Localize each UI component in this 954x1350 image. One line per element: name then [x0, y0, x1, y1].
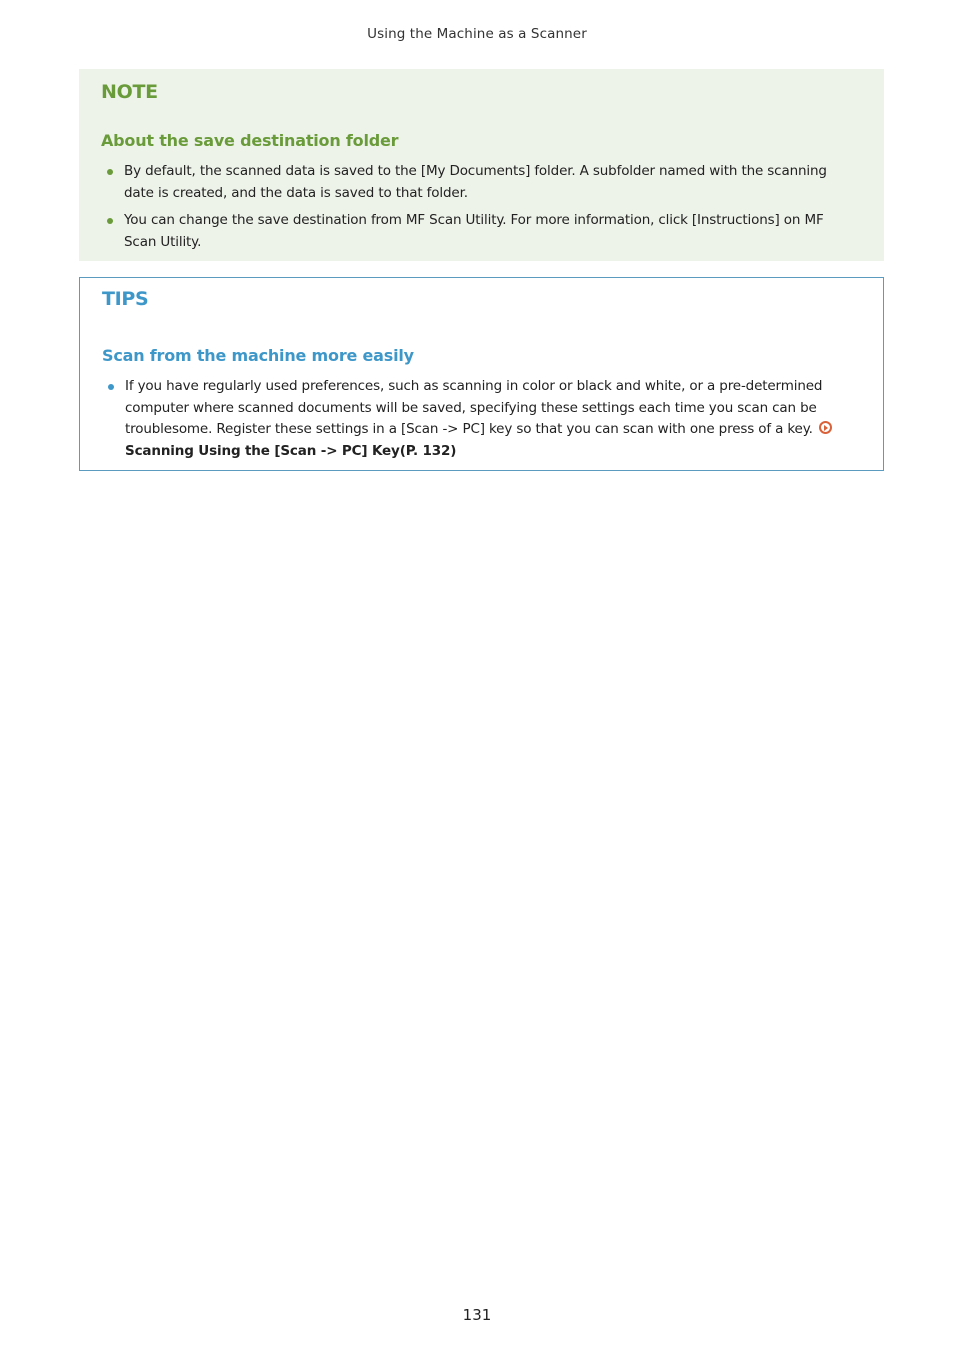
- scan-to-pc-key-link[interactable]: Scanning Using the [Scan -> PC] Key(P. 132): [125, 442, 457, 459]
- list-item-text: By default, the scanned data is saved to the [My Documents] folder. A subfolder named with the scanning date is created, and the data is saved to that folder.: [124, 163, 827, 201]
- tips-item-text: If you have regularly used preferences, such as scanning in color or black and white, or a pre-determined computer where scanned documents will be saved, specifying these settings each time you scan can be troublesome. Register these settings in a [Scan -> PC] key so that you can scan with one press of a key.: [125, 378, 823, 437]
- tips-box: [79, 277, 884, 471]
- note-heading: About the save destination folder: [101, 131, 399, 150]
- tips-heading: Scan from the machine more easily: [102, 346, 414, 365]
- bullet-dot-icon: [107, 169, 113, 175]
- list-item: [105, 161, 855, 204]
- circle-arrow-right-icon[interactable]: [819, 421, 832, 434]
- list-item: [106, 376, 856, 462]
- note-bullet-list: [105, 161, 855, 259]
- page-number: 131: [462, 1306, 492, 1324]
- list-item-text: You can change the save destination from MF Scan Utility. For more information, click [Instructions] on MF Scan Utility.: [124, 212, 824, 250]
- tips-label: TIPS: [102, 288, 149, 310]
- note-label: NOTE: [101, 81, 158, 103]
- bullet-dot-icon: [108, 384, 114, 390]
- bullet-dot-icon: [107, 218, 113, 224]
- list-item: [105, 210, 855, 253]
- note-box: [79, 69, 884, 261]
- tips-bullet-list: [106, 376, 856, 468]
- running-header: Using the Machine as a Scanner: [367, 26, 587, 42]
